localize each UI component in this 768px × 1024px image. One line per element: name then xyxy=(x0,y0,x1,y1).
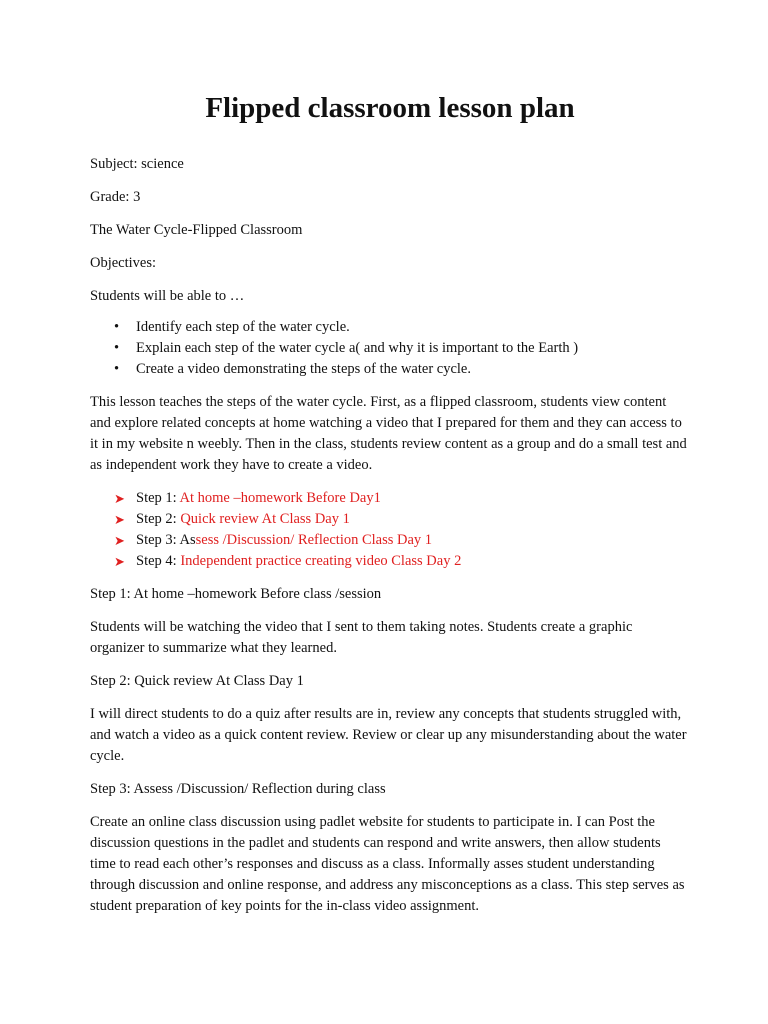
step-item xyxy=(114,509,690,530)
step-red-text: Independent practice creating video Class Day 2 xyxy=(180,553,462,569)
overview-paragraph: This lesson teaches the steps of the water cycle. First, as a flipped classroom, students view content and explore related concepts at home watching a video that I prepared for them and they can access to it in my website n weebly. Then in the class, students review content as a group and do a small test and as independent work they have to create a video. xyxy=(90,394,687,473)
step3-body: Create an online class discussion using padlet website for students to participate in. I can Post the discussion questions in the padlet and students can respond and write answers, then allow students time to read each other’s responses and discuss as a class. Informally asses student understanding through discussion and online response, and address any misconceptions as a class. This step serves as student preparation of key points for the in-class video assignment. xyxy=(90,814,685,914)
step-red-text: sess /Discussion/ Reflection Class Day 1 xyxy=(195,532,433,548)
step-item xyxy=(114,488,690,509)
step-red-text: Quick review At Class Day 1 xyxy=(180,511,350,527)
step2-body: I will direct students to do a quiz after results are in, review any concepts that students struggled with, and watch a video as a quick content review. Review or clear up any misunderstanding about the water cycle. xyxy=(90,706,687,764)
document-title: Flipped classroom lesson plan xyxy=(205,92,575,124)
objectives-label: Objectives: xyxy=(90,255,157,271)
objective-item: • Create a video demonstrating the steps of the water cycle. xyxy=(114,359,690,380)
step-item xyxy=(114,551,690,572)
arrow-bullet-icon: ➤ xyxy=(114,533,125,548)
step1-heading: Step 1: At home –homework Before class /session xyxy=(90,586,382,602)
step-red-text: At home –homework Before Day1 xyxy=(179,490,381,506)
step-item xyxy=(114,530,690,551)
students-intro: Students will be able to … xyxy=(90,288,245,304)
step-prefix: Step 4: xyxy=(136,553,181,569)
arrow-bullet-icon: ➤ xyxy=(114,512,125,527)
objectives-list xyxy=(90,317,690,380)
step-black-text: As xyxy=(179,532,196,548)
step1-body: Students will be watching the video that I sent to them taking notes. Students create a graphic organizer to summarize what they learned. xyxy=(90,619,633,656)
step3-heading: Step 3: Assess /Discussion/ Reflection during class xyxy=(90,781,386,797)
objective-item: • Identify each step of the water cycle. xyxy=(114,317,690,338)
step-prefix: Step 3: xyxy=(136,532,180,548)
document-page xyxy=(90,88,690,929)
step-prefix: Step 1: xyxy=(136,490,180,506)
arrow-bullet-icon: ➤ xyxy=(114,491,125,506)
topic-line: The Water Cycle-Flipped Classroom xyxy=(90,222,303,238)
grade-line: Grade: 3 xyxy=(90,189,141,205)
arrow-bullet-icon: ➤ xyxy=(114,554,125,569)
objective-item: • Explain each step of the water cycle a( and why it is important to the Earth ) xyxy=(114,338,690,359)
subject-line: Subject: science xyxy=(90,156,184,172)
step2-heading: Step 2: Quick review At Class Day 1 xyxy=(90,673,304,689)
step-prefix: Step 2: xyxy=(136,511,181,527)
steps-list xyxy=(90,488,690,572)
